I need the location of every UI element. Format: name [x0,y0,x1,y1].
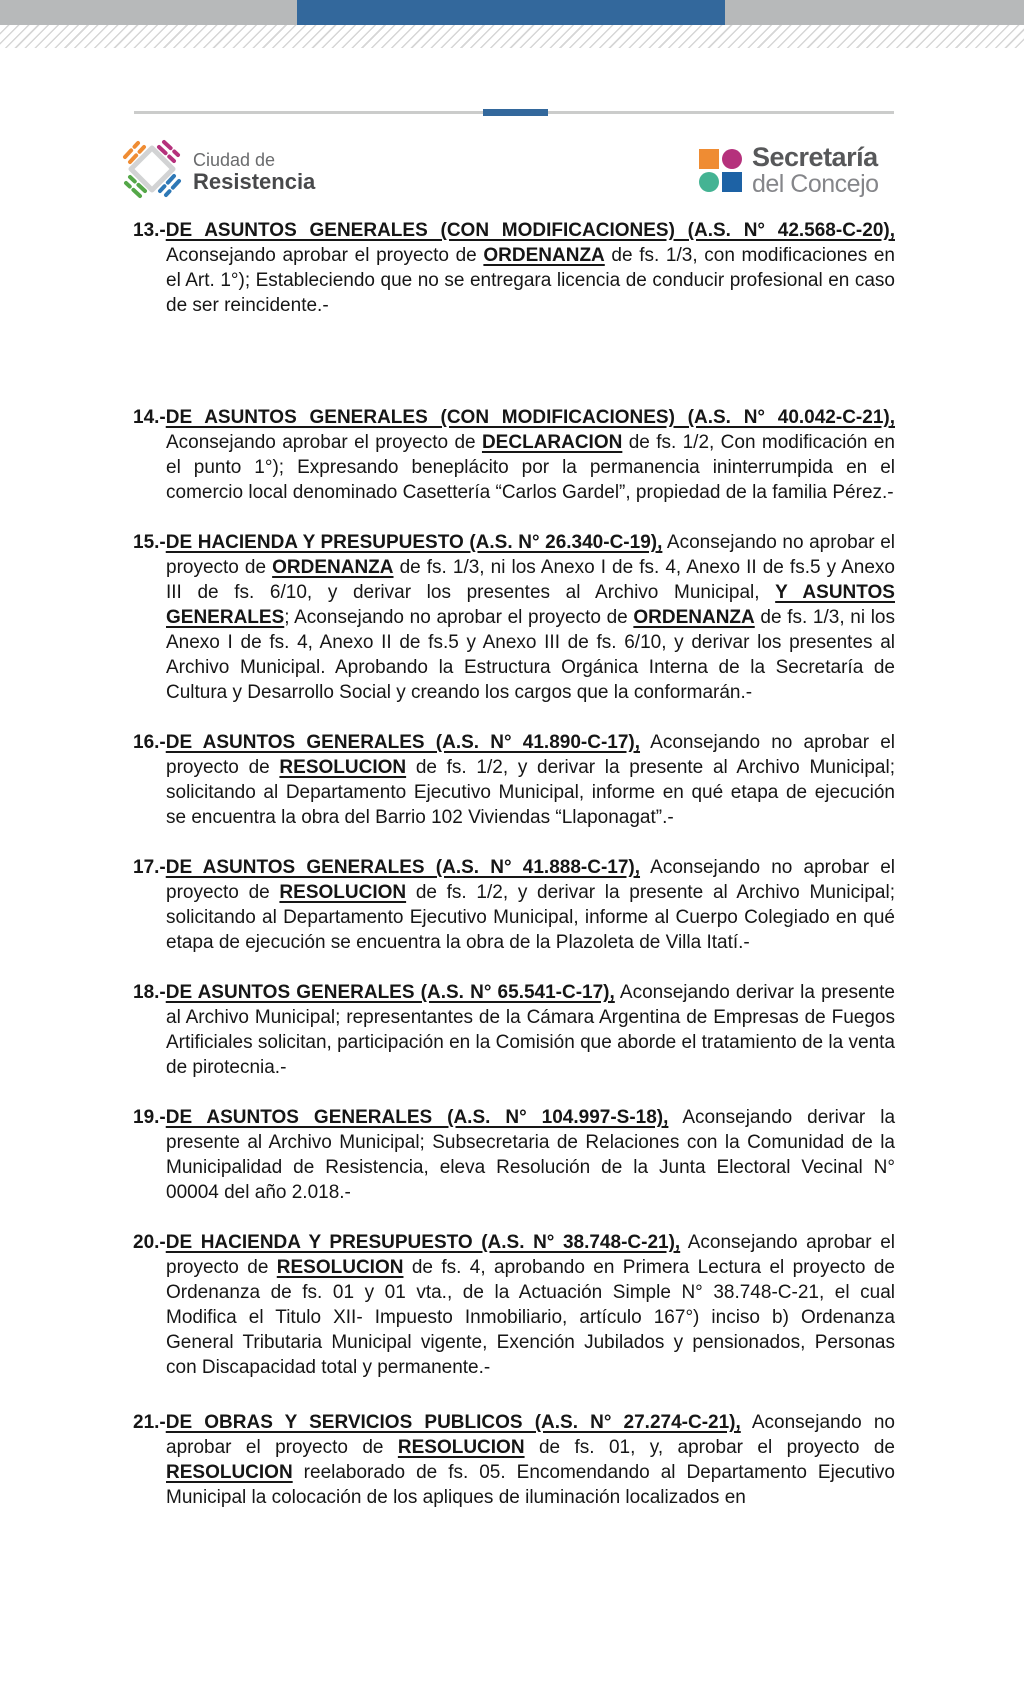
item-heading-text: DE ASUNTOS GENERALES (CON MODIFICACIONES) (A.S. N° 40.042-C-21), [165,407,895,428]
item-body-text: ; Aconsejando no aprobar el proyecto de [284,607,634,628]
agenda-item-15 [133,530,895,705]
top-bar [0,0,1024,25]
item-heading-text: RESOLUCION [397,1437,525,1458]
item-number: 17.- [133,857,166,878]
resistencia-wordmark [193,150,315,194]
agenda-item-17 [133,855,895,955]
item-heading-text: ORDENANZA [633,607,755,628]
divider-accent [483,109,548,116]
item-heading-text: RESOLUCION [279,882,407,903]
item-number: 19.- [133,1107,166,1128]
item-number: 14.- [133,407,166,428]
item-heading-text: DE ASUNTOS GENERALES (CON MODIFICACIONES) (A.S. N° 42.568-C-20), [165,220,895,241]
logo-left-line2: Resistencia [193,168,316,194]
item-body-text: Aconsejando aprobar el proyecto de [166,245,484,266]
item-body-text: de fs. 1/2, Con modificación en el punto 1°); Expresando beneplácito por la permanencia ininterrumpida en el comercio local denominado Casettería “Carlos Gardel”, propiedad de la familia Pérez.- [166,432,895,503]
item-heading-text: DECLARACION [481,432,623,453]
item-heading-text: RESOLUCION [276,1257,404,1278]
concejo-shapes-icon [699,149,742,192]
item-heading-text: DE OBRAS Y SERVICIOS PUBLICOS (A.S. N° 27.274-C-21), [165,1412,741,1433]
item-heading-text: ORDENANZA [272,557,394,578]
hatch-strip [0,25,1024,48]
city-of-resistencia-logo [120,136,315,207]
item-body-text: de fs. 01, y, aprobar el proyecto de [524,1437,895,1458]
item-body-text: Aconsejando derivar la presente al Archivo Municipal; Subsecretaria de Relaciones con la Comunidad de la Municipalidad de Resistencia, eleva Resolución de la Junta Electoral Vecinal N° 00004 del año 2.018.- [166,1107,896,1203]
agenda-item-14 [133,405,895,505]
item-heading-text: DE ASUNTOS GENERALES (A.S. N° 65.541-C-17), [165,982,615,1003]
item-body-text: reelaborado de fs. 05. Encomendando al Departamento Ejecutivo Municipal la colocación de los apliques de iluminación localizados en [166,1462,895,1508]
item-heading-text: DE ASUNTOS GENERALES (A.S. N° 104.997-S-18), [165,1107,669,1128]
item-body-text: Aconsejando aprobar el proyecto de [166,1232,895,1278]
item-body-text: de fs. 4, aprobando en Primera Lectura el proyecto de Ordenanza de fs. 01 y 01 vta., de la Actuación Simple N° 38.748-C-21, el cual Modifica el Titulo XII- Impuesto Inmobiliario, artículo 167°) inciso b) Ordenanza General Tributaria Municipal vigente, Exención Jubilados y pensionados, Personas con Discapacidad total y permanente.- [166,1257,895,1378]
resistencia-diamond-icon [120,136,184,207]
item-body-text: de fs. 1/3, ni los Anexo I de fs. 4, Anexo II de fs.5 y Anexo III de fs. 6/10, y derivar los presentes al Archivo Municipal. Aprobando la Estructura Orgánica Interna de la Secretaría de Cultura y Desarrollo Social y creando los cargos que la conformarán.- [166,607,895,703]
agenda-item-21 [133,1410,895,1510]
top-bar-accent [297,0,725,25]
item-heading-text: DE ASUNTOS GENERALES (A.S. N° 41.888-C-17), [165,857,641,878]
blue-square-icon [722,172,742,192]
item-number: 15.- [133,532,166,553]
agenda-item-20 [133,1230,895,1380]
agenda-item-19 [133,1105,895,1205]
item-heading-text: DE HACIENDA Y PRESUPUESTO (A.S. N° 26.340-C-19), [165,532,663,553]
orange-square-icon [699,149,719,169]
logo-right-line1: Secretaría [752,142,878,172]
item-number: 21.- [133,1412,166,1433]
agenda-item-16 [133,730,895,830]
item-body-text: Aconsejando aprobar el proyecto de [166,432,482,453]
item-heading-text: DE ASUNTOS GENERALES (A.S. N° 41.890-C-17), [165,732,641,753]
teal-circle-icon [699,172,719,192]
agenda-item-18 [133,980,895,1080]
item-body-text: de fs. 1/2, y derivar la presente al Archivo Municipal; solicitando al Departamento Ejecutivo Municipal, informe al Cuerpo Colegiado en qué etapa de ejecución se encuentra la obra de la Plazoleta de Villa Itatí.- [166,882,895,953]
item-number: 16.- [133,732,166,753]
logo-left-line1: Ciudad de [193,149,276,170]
concejo-wordmark [752,143,879,197]
item-heading-text: RESOLUCION [166,1462,293,1483]
item-body-text: Aconsejando no aprobar el proyecto de [166,1412,895,1458]
item-number: 20.- [133,1232,166,1253]
divider-line [134,111,894,114]
item-body-text: Aconsejando no aprobar el proyecto de [166,532,895,578]
item-heading-text: Y ASUNTOS GENERALES [166,582,895,628]
item-heading-text: RESOLUCION [279,757,407,778]
item-body-text: de fs. 1/3, ni los Anexo I de fs. 4, Anexo II de fs.5 y Anexo III de fs. 6/10, y derivar los presentes al Archivo Municipal, [166,557,895,603]
items-list [133,218,895,1535]
item-body-text: Aconsejando no aprobar el proyecto de [166,857,896,903]
item-body-text: Aconsejando derivar la presente al Archivo Municipal; representantes de la Cámara Argentina de Empresas de Fuegos Artificiales solicitan, participación en la Comisión que aborde el tratamiento de la venta de pirotecnia.- [166,982,896,1078]
item-heading-text: ORDENANZA [483,245,605,266]
logo-right-line2: del Concejo [752,170,879,198]
item-heading-text: DE HACIENDA Y PRESUPUESTO (A.S. N° 38.748-C-21), [165,1232,681,1253]
item-body-text: Aconsejando no aprobar el proyecto de [166,732,896,778]
item-body-text: de fs. 1/2, y derivar la presente al Archivo Municipal; solicitando al Departamento Ejecutivo Municipal, informe en qué etapa de ejecución se encuentra la obra del Barrio 102 Viviendas “Llaponagat”.- [166,757,895,828]
secretaria-del-concejo-logo [699,143,879,197]
item-number: 13.- [133,220,166,241]
item-number: 18.- [133,982,166,1003]
item-body-text: de fs. 1/3, con modificaciones en el Art. 1°); Estableciendo que no se entregara licencia de conducir profesional en caso de ser reincidente.- [166,245,895,316]
agenda-item-13 [133,218,895,318]
magenta-circle-icon [722,149,742,169]
